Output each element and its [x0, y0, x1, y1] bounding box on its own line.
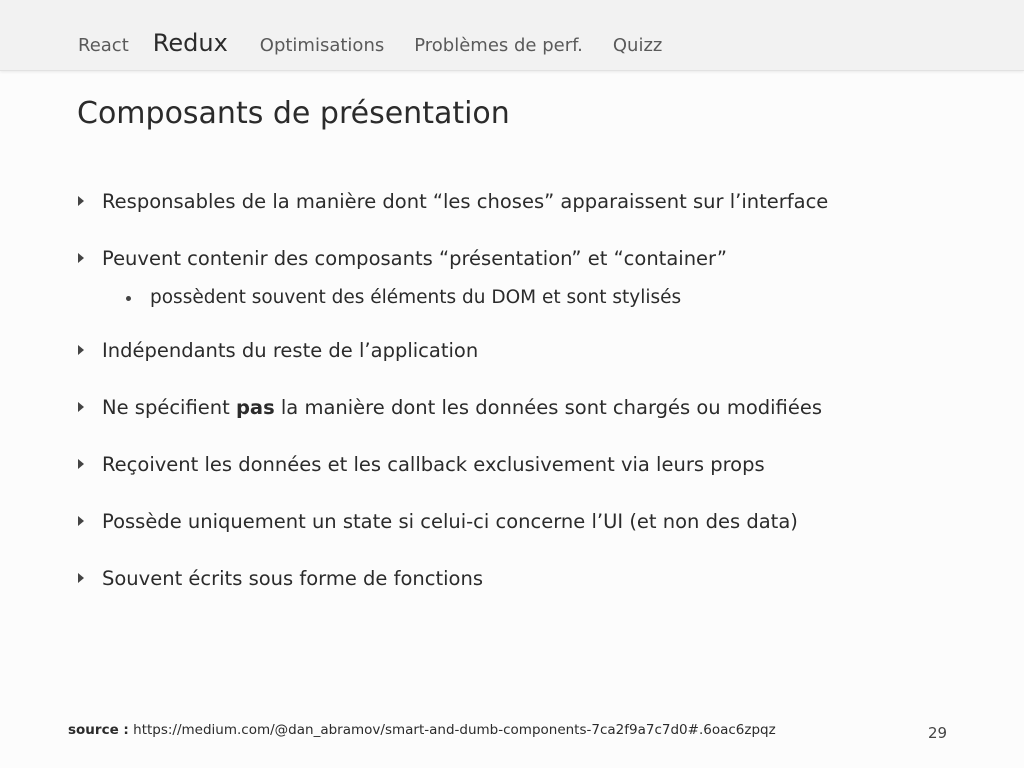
triangle-bullet-icon — [78, 253, 84, 263]
bullet-text-before: Ne spécifient — [102, 396, 236, 419]
top-navigation-bar — [0, 0, 1024, 71]
bullet-text: Responsables de la manière dont “les choses” apparaissent sur l’interface — [102, 190, 829, 213]
bullet-item — [78, 449, 978, 481]
bullet-item — [78, 186, 978, 218]
dot-bullet-icon — [126, 296, 131, 301]
triangle-bullet-icon — [78, 459, 84, 469]
source-link[interactable]: https://medium.com/@dan_abramov/smart-and-dumb-components-7ca2f9a7c7d0#.6oac6zpqz — [133, 722, 776, 738]
sub-bullet-item — [126, 283, 978, 313]
bullet-text-bold: pas — [235, 396, 275, 419]
bullet-text: Possède uniquement un state si celui-ci concerne l’UI (et non des data) — [102, 510, 798, 533]
bullet-text: Souvent écrits sous forme de fonctions — [102, 567, 483, 590]
bullet-list — [78, 186, 978, 620]
nav-item-quizz[interactable]: Quizz — [612, 35, 663, 56]
bullet-text: Reçoivent les données et les callback exclusivement via leurs props — [102, 453, 765, 476]
slide-title: Composants de présentation — [77, 96, 510, 131]
bullet-item — [78, 335, 978, 367]
sub-bullet-text: possèdent souvent des éléments du DOM et sont stylisés — [150, 287, 682, 308]
triangle-bullet-icon — [78, 196, 84, 206]
source-label: source : — [68, 722, 129, 738]
bullet-item — [78, 506, 978, 538]
section-nav — [78, 0, 692, 70]
nav-item-optimisations[interactable]: Optimisations — [259, 35, 385, 56]
page-number: 29 — [928, 724, 948, 742]
nav-item-problemes-de-perf[interactable]: Problèmes de perf. — [414, 35, 583, 56]
bullet-item — [78, 563, 978, 595]
nav-item-redux[interactable]: Redux — [152, 29, 228, 57]
nav-item-react[interactable]: React — [78, 35, 129, 56]
triangle-bullet-icon — [78, 573, 84, 583]
source-footer — [68, 722, 776, 738]
bullet-text: Peuvent contenir des composants “présentation” et “container” — [102, 247, 727, 270]
bullet-text: Indépendants du reste de l’application — [102, 339, 479, 362]
triangle-bullet-icon — [78, 345, 84, 355]
bullet-text-after: la manière dont les données sont chargés ou modifiées — [274, 396, 822, 419]
triangle-bullet-icon — [78, 402, 84, 412]
bullet-item — [78, 392, 978, 424]
bullet-item — [78, 243, 978, 313]
triangle-bullet-icon — [78, 516, 84, 526]
